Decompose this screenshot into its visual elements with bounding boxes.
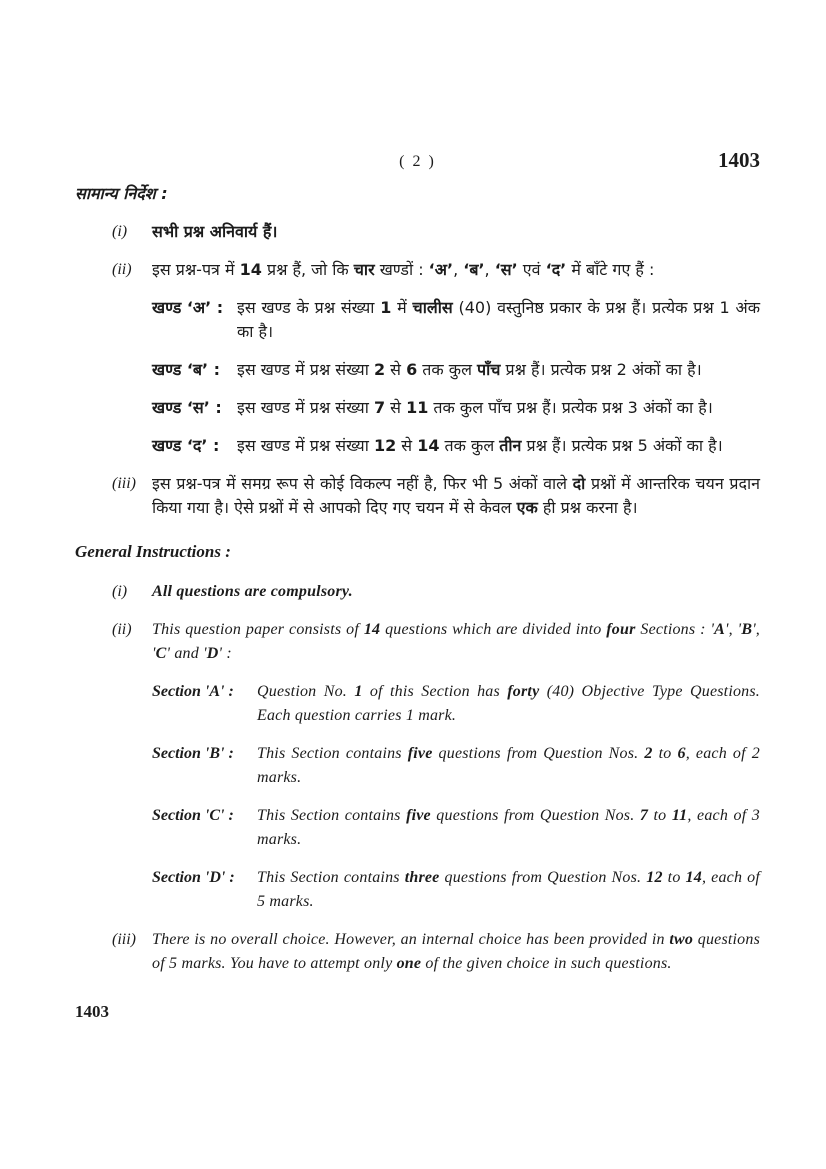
paper-code: 1403 xyxy=(718,148,760,172)
section-label: Section 'A' : xyxy=(152,683,234,700)
section-text: Question No. 1 of this Section has forty (40) Objective Type Questions. Each question carries 1 mark. xyxy=(257,683,760,724)
section-label: Section 'B' : xyxy=(152,745,234,762)
english-items xyxy=(112,580,760,976)
hindi-section-c xyxy=(152,396,760,420)
hindi-item-ii xyxy=(112,258,760,282)
page-header xyxy=(75,148,760,176)
section-label: खण्ड ‘स’ : xyxy=(152,398,222,417)
section-label: Section 'C' : xyxy=(152,807,234,824)
item-number: (i) xyxy=(112,583,128,600)
item-number: (i) xyxy=(112,223,128,240)
section-label: खण्ड ‘द’ : xyxy=(152,436,220,455)
item-number: (ii) xyxy=(112,261,132,278)
item-text: This question paper consists of 14 questions which are divided into four Sections : 'A', 'B', 'C' and 'D' : xyxy=(152,621,761,662)
item-text: इस प्रश्न-पत्र में 14 प्रश्न हैं, जो कि चार खण्डों : ‘अ’, ‘ब’, ‘स’ एवं ‘द’ में बाँटे गए हैं : xyxy=(152,260,655,279)
hindi-item-i xyxy=(112,220,760,244)
english-section-c xyxy=(152,804,760,852)
hindi-items xyxy=(112,220,760,520)
item-text: इस प्रश्न-पत्र में समग्र रूप से कोई विकल्प नहीं है, फिर भी 5 अंकों वाले दो प्रश्नों में आन्तरिक चयन प्रदान किया गया है। ऐसे प्रश्नों में से आपको दिए गए चयन में से केवल एक ही प्रश्न करना है। xyxy=(152,474,760,517)
section-text: This Section contains three questions from Question Nos. 12 to 14, each of 5 marks. xyxy=(257,869,760,910)
hindi-instructions-heading: सामान्य निर्देश : xyxy=(75,184,168,203)
item-text: There is no overall choice. However, an internal choice has been provided in two questions of 5 marks. You have to attempt only one of the given choice in such questions. xyxy=(152,931,760,972)
english-section-b xyxy=(152,742,760,790)
page-number: ( 2 ) xyxy=(399,153,436,170)
hindi-section-b xyxy=(152,358,760,382)
english-instructions-heading: General Instructions : xyxy=(75,542,231,561)
section-label: Section 'D' : xyxy=(152,869,235,886)
section-text: इस खण्ड में प्रश्न संख्या 2 से 6 तक कुल पाँच प्रश्न हैं। प्रत्येक प्रश्न 2 अंकों का है। xyxy=(237,360,702,379)
english-instructions-block xyxy=(75,540,760,976)
section-text: This Section contains five questions from Question Nos. 2 to 6, each of 2 marks. xyxy=(257,745,760,786)
english-item-i xyxy=(112,580,760,604)
section-text: इस खण्ड के प्रश्न संख्या 1 में चालीस (40) वस्तुनिष्ठ प्रकार के प्रश्न हैं। प्रत्येक प्रश्न 1 अंक का है। xyxy=(237,298,760,341)
hindi-instructions-block xyxy=(75,182,760,520)
item-text: सभी प्रश्न अनिवार्य हैं। xyxy=(152,222,278,241)
item-number: (ii) xyxy=(112,621,132,638)
english-item-iii xyxy=(112,928,760,976)
section-text: इस खण्ड में प्रश्न संख्या 7 से 11 तक कुल पाँच प्रश्न हैं। प्रत्येक प्रश्न 3 अंकों का है। xyxy=(237,398,713,417)
section-label: खण्ड ‘अ’ : xyxy=(152,298,224,317)
hindi-item-iii xyxy=(112,472,760,520)
english-item-ii xyxy=(112,618,760,666)
section-label: खण्ड ‘ब’ : xyxy=(152,360,221,379)
hindi-section-a xyxy=(152,296,760,344)
english-section-d xyxy=(152,866,760,914)
item-text: All questions are compulsory. xyxy=(152,583,353,600)
item-number: (iii) xyxy=(112,475,136,492)
item-number: (iii) xyxy=(112,931,136,948)
hindi-section-d xyxy=(152,434,760,458)
english-section-a xyxy=(152,680,760,728)
footer-paper-code: 1403 xyxy=(75,1002,109,1021)
section-text: This Section contains five questions from Question Nos. 7 to 11, each of 3 marks. xyxy=(257,807,760,848)
section-text: इस खण्ड में प्रश्न संख्या 12 से 14 तक कुल तीन प्रश्न हैं। प्रत्येक प्रश्न 5 अंकों का है। xyxy=(237,436,723,455)
